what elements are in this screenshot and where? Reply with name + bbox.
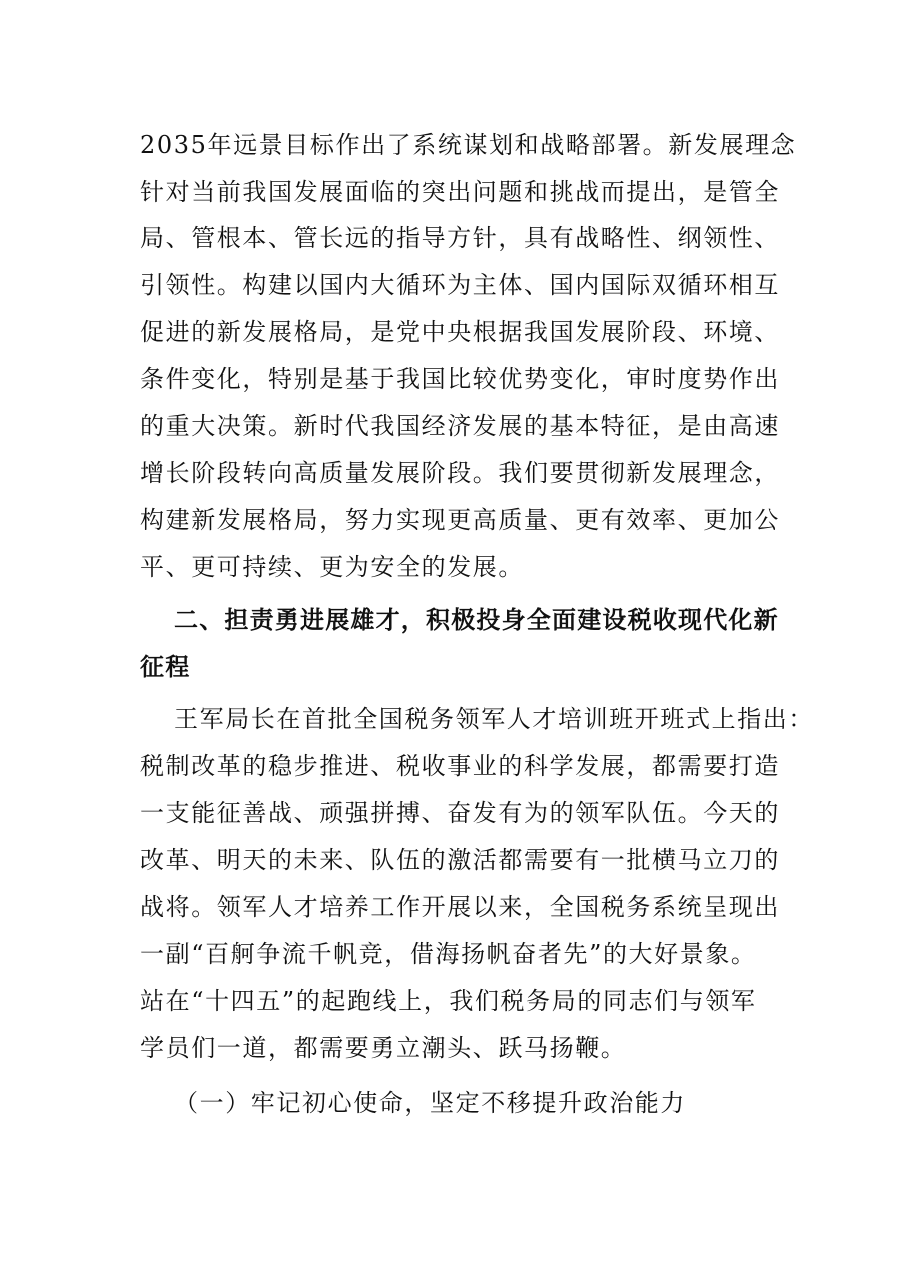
paragraph-line: 增长阶段转向高质量发展阶段。我们要贯彻新发展理念， [140,459,780,487]
paragraph-line: 学员们一道，都需要勇立潮头、跃马扬鞭。 [140,1034,627,1062]
paragraph-line: 的重大决策。新时代我国经济发展的基本特征，是由高速 [140,412,780,440]
paragraph-line: 一副“百舸争流千帆竞，借海扬帆奋者先”的大好景象。 [140,940,757,968]
paragraph-line: 战将。领军人才培养工作开展以来，全国税务系统呈现出 [140,893,780,921]
paragraph-line: 局、管根本、管长远的指导方针，具有战略性、纲领性、 [140,224,780,252]
paragraph-line: 构建新发展格局，努力实现更高质量、更有效率、更加公 [140,506,780,534]
paragraph-line: 引领性。构建以国内大循环为主体、国内国际双循环相互 [140,271,780,299]
paragraph-line: 促进的新发展格局，是党中央根据我国发展阶段、环境、 [140,318,780,346]
paragraph-line: 王军局长在首批全国税务领军人才培训班开班式上指出： [174,705,814,733]
paragraph-line: 2035年远景目标作出了系统谋划和战略部署。新发展理念 [140,131,797,159]
paragraph-line: 税制改革的稳步推进、税收事业的科学发展，都需要打造 [140,752,780,780]
section-heading: 二、担责勇进展雄才，积极投身全面建设税收现代化新 [174,606,779,634]
paragraph-line: 条件变化，特别是基于我国比较优势变化，审时度势作出 [140,365,780,393]
paragraph-line: 站在“十四五”的起跑线上，我们税务局的同志们与领军 [140,987,757,1015]
paragraph-line: 一支能征善战、顽强拼搏、奋发有为的领军队伍。今天的 [140,799,780,827]
paragraph-line: 改革、明天的未来、队伍的激活都需要有一批横马立刀的 [140,846,780,874]
paragraph-line: 平、更可持续、更为安全的发展。 [140,553,524,581]
section-heading-continuation: 征程 [140,653,191,681]
paragraph-line: 针对当前我国发展面临的突出问题和挑战而提出，是管全 [140,178,780,206]
subsection-heading: （一）牢记初心使命，坚定不移提升政治能力 [174,1089,686,1117]
